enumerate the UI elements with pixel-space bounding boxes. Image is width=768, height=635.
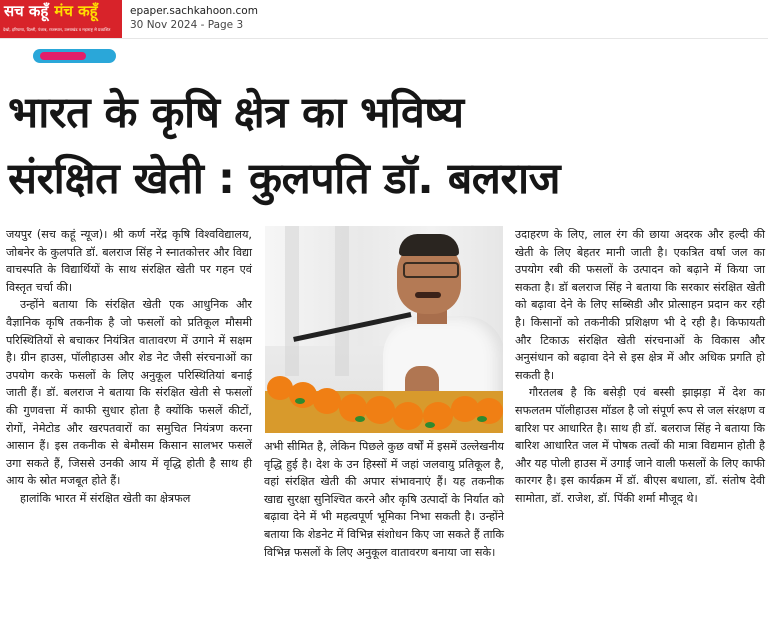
- article-paragraph: उन्होंने बताया कि संरक्षित खेती एक आधुनिक और वैज्ञानिक कृषि तकनीक है जो फसलों को प्रतिकूल मौसमी परिस्थितियों से बचाकर नियंत्रित वातावरण में उगाने में सक्षम है। ग्रीन हाउस, पॉलीहाउस और शेड नेट जैसी संरचनाओं का उपयोग करके फसलों के लिए अनुकूल परिस्थितियां बनाई जाती हैं। डॉ. बलराज ने बताया कि संरक्षित खेती से फसलों की गुणवत्ता में काफी सुधार होता है क्योंकि फसलें कीटों, रोगों, नेमेटोड और खरपतवारों का समुचित नियंत्रण करना आसान हैं। इस तकनीक से बेमौसम किसान सालभर फसलें उगा सकते हैं, जिससे उनकी आय में वृद्धि होती है साथ ही आय के स्रोत मजबूत होते हैं।: [6, 298, 252, 488]
- article-paragraph: हालांकि भारत में संरक्षित खेती का क्षेत्रफल: [20, 491, 191, 505]
- garland-leaf: [425, 422, 435, 428]
- article-column-2: [264, 438, 504, 561]
- article-paragraph: गौरतलब है कि बसेड़ी एवं बस्सी झाझड़ा में देश का सफलतम पॉलीहाउस मॉडल है जो संपूर्ण रूप से जल संरक्षण व बारिश पर आधारित है। साथ ही डॉ. बलराज सिंह ने बताया कि बारिश आधारित जल में पोषक तत्वों की मात्रा विद्यमान होती है और यह पोली हाउस में उगाई जाने वाली फसलों के लिए काफी कारगर है। इस कार्यक्रम में डॉ. बीएस बधाला, डॉ. संतोष देवी सामोता, डॉ. राजेश, डॉ. पिंकी शर्मा मौजूद थे।: [515, 386, 765, 505]
- article-paragraph: उदाहरण के लिए, लाल रंग की छाया अदरक और हल्दी की खेती के लिए बेहतर मानी जाती है। एकत्रित वर्षा जल का उपयोग रबी की फसलों के उत्पादन को बढ़ाने में किया जा सकता है। डॉ बलराज सिंह ने बताया कि सरकार संरक्षित खेती को बढ़ावा देने के लिए सब्सिडी और प्रोत्साहन प्रदान कर रही है। किसानों को तकनीकी प्रशिक्षण भी दे रही है। किफायती और टिकाऊ संरक्षित खेती संरचनाओं के विकास और अनुसंधान को बढ़ावा देने से इस क्षेत्र में और अधिक प्रगति हो सकती है।: [515, 228, 765, 382]
- article-photo: [265, 226, 503, 433]
- logo-title: [4, 2, 98, 20]
- marigold-garland: [365, 396, 395, 424]
- speaker-mouth: [415, 292, 441, 298]
- logo-title-part1: सच कहूँ: [4, 2, 49, 20]
- marigold-garland: [393, 402, 423, 430]
- logo-title-part2: मंच कहूँ: [54, 2, 98, 20]
- garland-leaf: [477, 416, 487, 422]
- article-paragraph: जयपुर (सच कहूं न्यूज)। श्री कर्ण नरेंद्र कृषि विश्वविद्यालय, जोबनेर के कुलपति डॉ. बलराज सिंह ने स्नातकोत्तर और विद्या वाचस्पति के विद्यार्थियों के साथ संरक्षित खेती पर गहन एवं विस्तृत चर्चा की।: [6, 228, 252, 294]
- photo-wall-pillar: [335, 226, 349, 376]
- logo-tagline: देखो, हरियाणा, दिल्ली, पंजाब, राजस्थान, उत्तराखंड व महाराष्ट्र से प्रकाशित: [3, 27, 111, 32]
- photo-wall-pillar: [285, 226, 299, 376]
- garland-leaf: [355, 416, 365, 422]
- speaker-glasses: [403, 262, 459, 278]
- marigold-garland: [313, 388, 341, 414]
- source-url: epaper.sachkahoon.com: [130, 5, 258, 17]
- date-page-label: 30 Nov 2024 - Page 3: [130, 19, 244, 31]
- article-column-1: [6, 226, 252, 508]
- epaper-header: [0, 0, 768, 39]
- newspaper-logo[interactable]: [0, 0, 122, 38]
- headline-line-1: भारत के कृषि क्षेत्र का भविष्य: [8, 88, 464, 138]
- speaker-hair: [399, 234, 459, 256]
- garland-leaf: [295, 398, 305, 404]
- section-marker-inner: [40, 52, 86, 60]
- article-column-3: [515, 226, 765, 508]
- article-paragraph: अभी सीमित है, लेकिन पिछले कुछ वर्षों में इसमें उल्लेखनीय वृद्धि हुई है। देश के उन हिस्सों में जहां जलवायु प्रतिकूल है, वहां संरक्षित खेती की अपार संभावनाएं हैं। यह तकनीक खाद्य सुरक्षा सुनिश्चित करने और कृषि उत्पादों के निर्यात को बढ़ावा देने में भी महत्वपूर्ण भूमिका निभा सकती है। उन्होंने बताया कि शेडनेट में विभिन्न संशोधन किए जा सकते हैं ताकि विभिन्न फसलों के लिए अनुकूल वातावरण बनाया जा सके।: [264, 440, 504, 559]
- headline-line-2: संरक्षित खेती : कुलपति डॉ. बलराज: [8, 154, 561, 204]
